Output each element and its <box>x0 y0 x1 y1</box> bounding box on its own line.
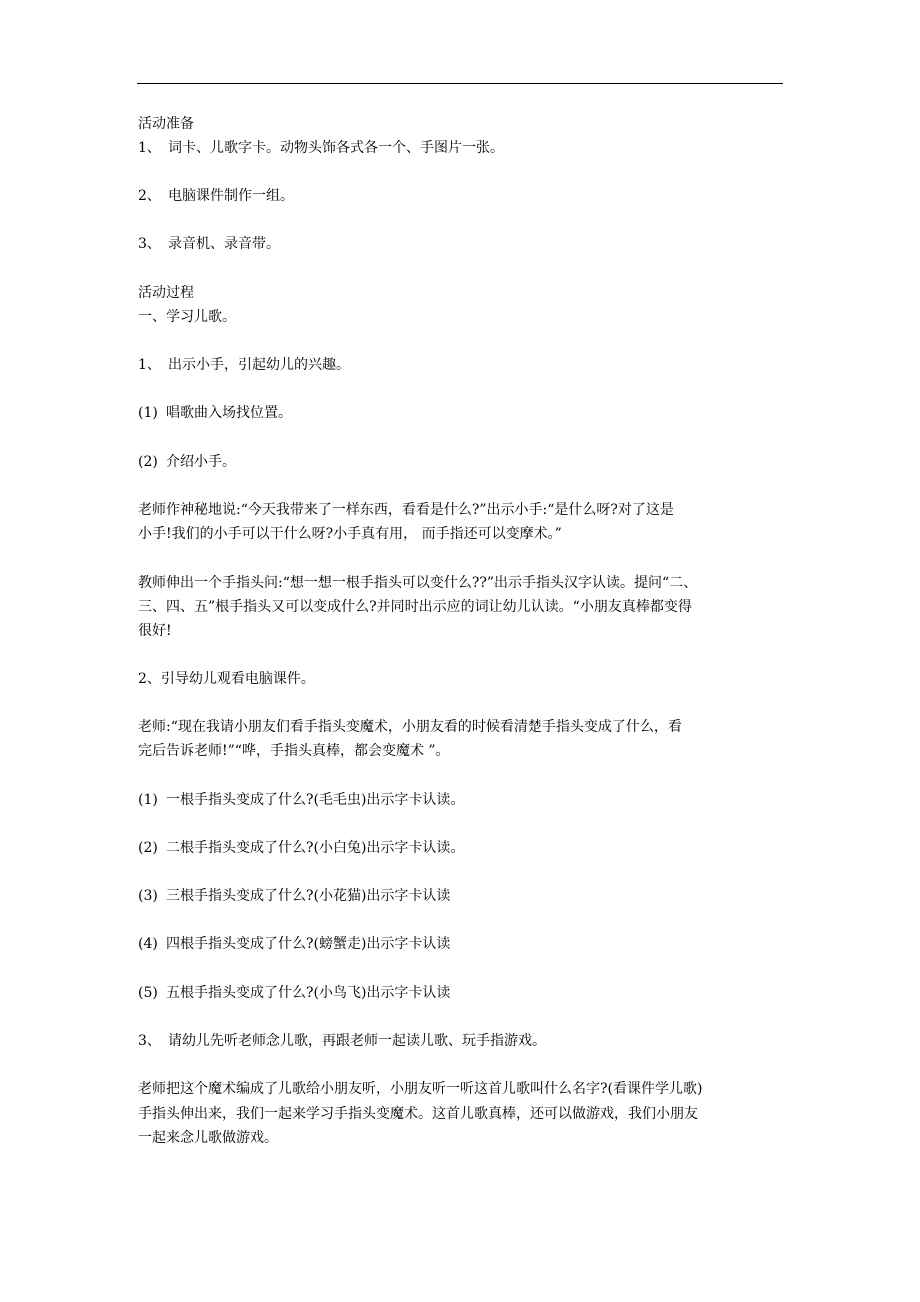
teacher-para-4-line-2: 手指头伸出来，我们一起来学习手指头变魔术。这首儿歌真棒，还可以做游戏，我们小朋友 <box>138 1106 698 1122</box>
header-rule <box>137 83 783 84</box>
process-heading: 活动过程 <box>138 285 194 301</box>
step-2-sub-3-text: 三根手指头变成了什么?(小花猫)出示字卡认读 <box>166 888 451 904</box>
step-2-sub-4-num: (4) <box>138 936 158 952</box>
step-1-sub-1-text: 唱歌曲入场找位置。 <box>166 405 292 421</box>
section-one-heading: 一、学习儿歌。 <box>138 309 236 325</box>
step-1-num: 1、 <box>138 357 161 373</box>
step-2-sub-4 <box>138 935 450 953</box>
teacher-para-4-line-3: 一起来念儿歌做游戏。 <box>138 1130 278 1146</box>
teacher-para-2-line-1: 教师伸出一个手指头问:“想一想一根手指头可以变什么??”出示手指头汉字认读。提问“二、 <box>138 575 698 591</box>
prep-heading: 活动准备 <box>138 116 194 132</box>
step-2-sub-5 <box>138 984 450 1002</box>
teacher-para-3-line-1: 老师:“现在我请小朋友们看手指头变魔术，小朋友看的时候看清楚手指头变成了什么，看 <box>138 719 682 735</box>
step-1-sub-1 <box>138 404 292 422</box>
step-1 <box>138 356 350 374</box>
prep-item-2-text: 电脑课件制作一组。 <box>168 188 294 204</box>
prep-item-3-num: 3、 <box>138 236 161 252</box>
prep-item-3-text: 录音机、录音带。 <box>168 236 280 252</box>
prep-item-2-num: 2、 <box>138 188 161 204</box>
teacher-para-2-line-2: 三、四、五”根手指头又可以变成什么?并同时出示应的词让幼儿认读。“小朋友真棒都变得 <box>138 599 692 615</box>
prep-item-1 <box>138 139 504 157</box>
step-2-sub-1 <box>138 791 464 809</box>
step-2-sub-1-num: (1) <box>138 792 158 808</box>
prep-item-3 <box>138 235 280 253</box>
step-1-sub-2 <box>138 453 236 471</box>
step-3 <box>138 1032 546 1050</box>
teacher-para-1-line-2: 小手!我们的小手可以干什么呀?小手真有用， 而手指还可以变摩术。” <box>138 526 562 542</box>
step-2-sub-1-text: 一根手指头变成了什么?(毛毛虫)出示字卡认读。 <box>166 792 465 808</box>
teacher-para-2-line-3: 很好! <box>138 623 172 639</box>
teacher-para-4-line-1: 老师把这个魔术编成了儿歌给小朋友听，小朋友听一听这首儿歌叫什么名字?(看课件学儿歌) <box>138 1081 703 1097</box>
step-2-sub-2-text: 二根手指头变成了什么?(小白兔)出示字卡认读。 <box>166 840 465 856</box>
step-2-sub-3-num: (3) <box>138 888 158 904</box>
prep-item-1-text: 词卡、儿歌字卡。动物头饰各式各一个、手图片一张。 <box>168 140 504 156</box>
step-2-sub-2-num: (2) <box>138 840 158 856</box>
step-2-sub-5-text: 五根手指头变成了什么?(小鸟飞)出示字卡认读 <box>166 985 451 1001</box>
step-2-sub-2 <box>138 839 464 857</box>
prep-item-2 <box>138 187 294 205</box>
teacher-para-1-line-1: 老师作神秘地说:“今天我带来了一样东西，看看是什么?”出示小手:“是什么呀?对了这是 <box>138 502 674 518</box>
step-3-text: 请幼儿先听老师念儿歌，再跟老师一起读儿歌、玩手指游戏。 <box>168 1033 546 1049</box>
step-1-sub-2-num: (2) <box>138 454 158 470</box>
step-1-text: 出示小手，引起幼儿的兴趣。 <box>168 357 350 373</box>
step-2-sub-4-text: 四根手指头变成了什么?(螃蟹走)出示字卡认读 <box>166 936 451 952</box>
step-1-sub-1-num: (1) <box>138 405 158 421</box>
prep-item-1-num: 1、 <box>138 140 161 156</box>
step-3-num: 3、 <box>138 1033 161 1049</box>
step-2-sub-3 <box>138 887 450 905</box>
step-2: 2、引导幼儿观看电脑课件。 <box>138 671 315 687</box>
step-2-sub-5-num: (5) <box>138 985 158 1001</box>
teacher-para-3-line-2: 完后告诉老师!”“哗，手指头真棒，都会变魔术 ”。 <box>138 743 450 759</box>
step-1-sub-2-text: 介绍小手。 <box>166 454 236 470</box>
